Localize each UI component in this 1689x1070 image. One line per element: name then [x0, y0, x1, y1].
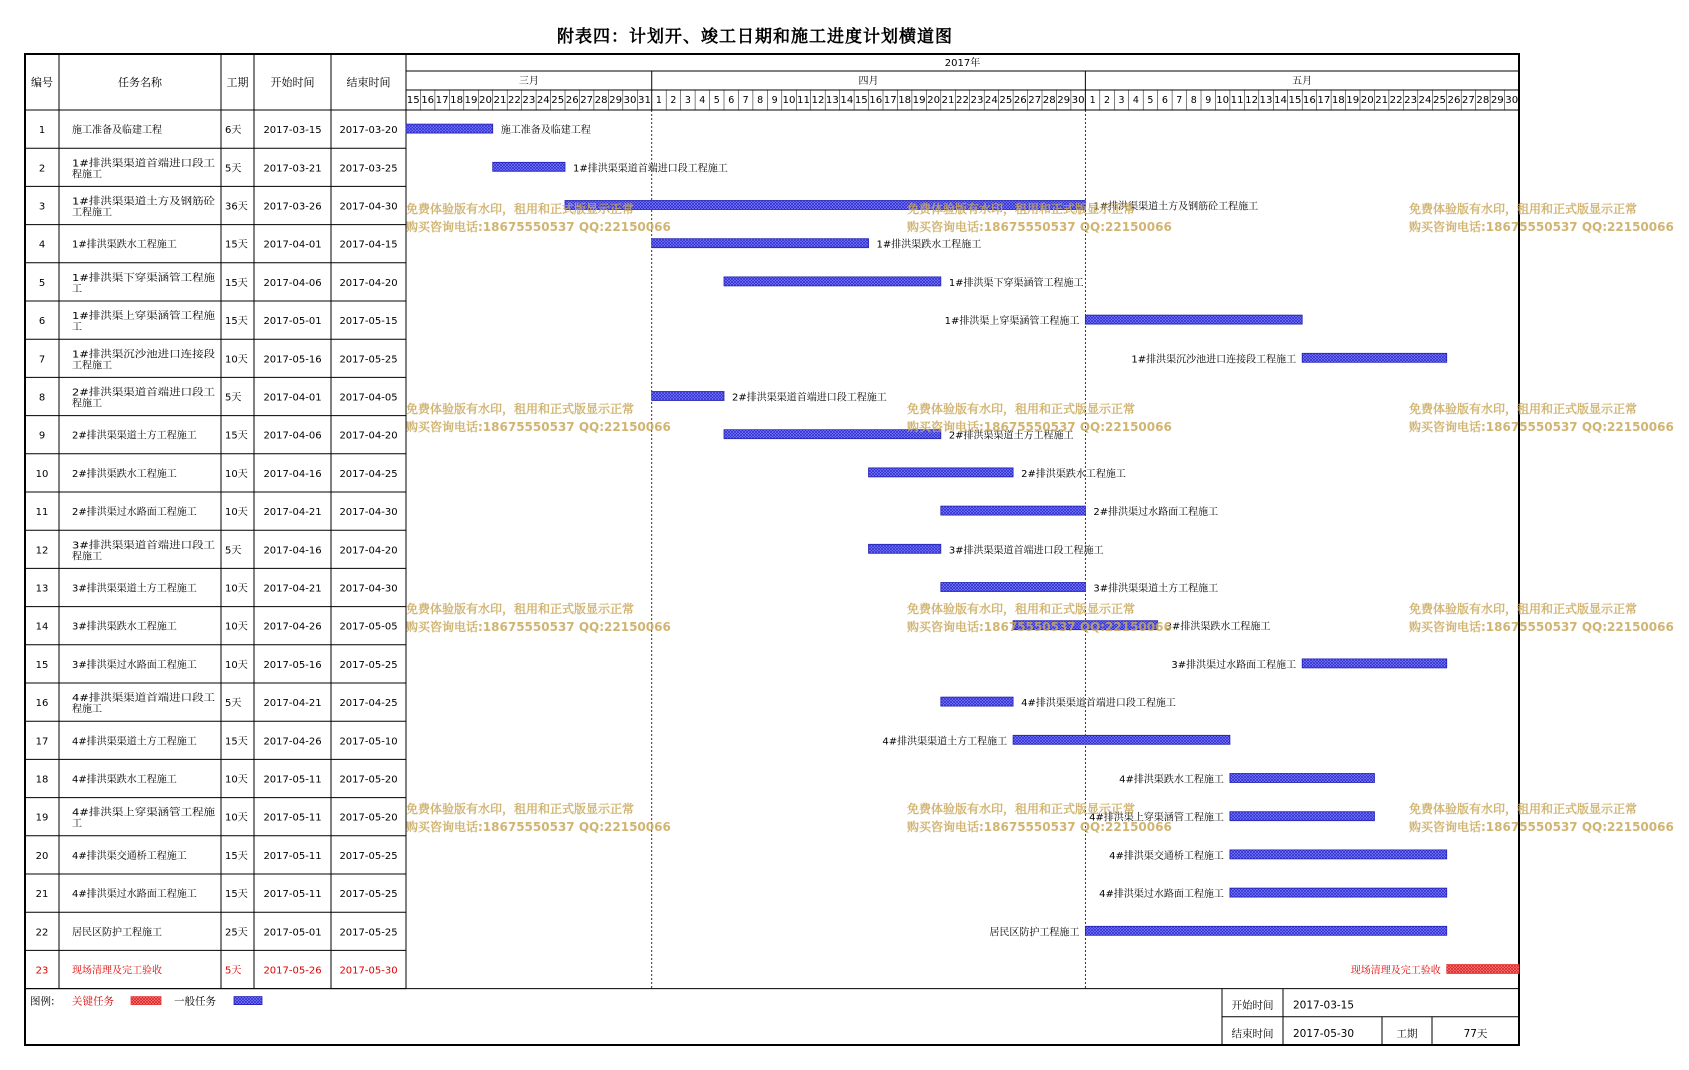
task-name: 现场清理及完工验收: [72, 965, 162, 977]
task-name: 2#排洪渠渠道土方工程施工: [72, 430, 197, 442]
task-name-cont: 工: [72, 283, 82, 295]
task-bar: [1085, 315, 1302, 324]
task-end: 2017-05-25: [339, 889, 398, 901]
legend-critical-label: 关键任务: [72, 995, 114, 1008]
task-name: 1#排洪渠渠道首端进口段工: [72, 158, 197, 170]
day-tick-label: 9: [771, 95, 778, 106]
task-bar: [1447, 965, 1519, 974]
task-name: 4#排洪渠跌水工程施工: [72, 774, 177, 786]
task-start: 2017-05-01: [263, 927, 322, 939]
day-tick-label: 29: [1057, 95, 1071, 106]
task-duration: 10天: [225, 812, 248, 824]
column-header-end: 结束时间: [346, 76, 391, 89]
task-id: 5: [38, 277, 46, 289]
task-end: 2017-04-20: [339, 277, 398, 289]
day-tick-label: 18: [1331, 95, 1345, 106]
task-bar: [406, 124, 493, 133]
task-id: 4: [38, 239, 46, 251]
day-tick-label: 21: [493, 95, 507, 106]
task-end: 2017-03-25: [339, 163, 398, 175]
month-label: 五月: [1292, 76, 1313, 87]
task-duration: 15天: [225, 889, 248, 901]
task-id: 1: [38, 125, 46, 137]
day-tick-label: 16: [869, 95, 883, 106]
summary-end-value: 2017-05-30: [1293, 1027, 1355, 1040]
day-tick-label: 14: [840, 95, 854, 106]
task-bar-label: 居民区防护工程施工: [989, 927, 1080, 939]
day-tick-label: 28: [1476, 95, 1490, 106]
task-start: 2017-04-16: [263, 468, 322, 480]
day-tick-label: 3: [1118, 95, 1125, 106]
task-id: 15: [35, 659, 49, 671]
task-name: 1#排洪渠下穿渠涵管工程施: [72, 272, 197, 284]
task-end: 2017-04-20: [339, 430, 398, 442]
task-start: 2017-04-26: [263, 736, 322, 748]
task-start: 2017-05-11: [263, 850, 322, 862]
task-bar-label: 2#排洪渠渠道土方工程施工: [948, 430, 1074, 442]
task-id: 10: [35, 468, 49, 480]
task-bar: [1230, 850, 1447, 859]
task-start: 2017-05-11: [263, 774, 322, 786]
day-tick-label: 14: [1274, 95, 1287, 106]
task-bar: [724, 430, 941, 439]
task-end: 2017-05-20: [339, 812, 398, 824]
task-bar: [1013, 735, 1230, 744]
column-header-duration: 工期: [226, 76, 249, 89]
task-bar: [565, 201, 1085, 210]
task-name-cont: 工: [72, 322, 82, 334]
task-start: 2017-03-21: [263, 163, 322, 175]
task-id: 13: [35, 583, 49, 595]
summary-duration-label: 工期: [1396, 1027, 1418, 1040]
task-id: 7: [38, 354, 46, 366]
watermark-text: 免费体验版有水印，租用和正式版显示正常 购买咨询电话:18675550537 QQ:22150066: [406, 202, 671, 234]
day-tick-label: 27: [1461, 95, 1475, 106]
task-end: 2017-04-05: [339, 392, 398, 404]
watermark-text: 免费体验版有水印，租用和正式版显示正常 购买咨询电话:18675550537 QQ:22150066: [907, 402, 1172, 434]
task-end: 2017-03-20: [339, 125, 398, 137]
task-bar: [1230, 812, 1375, 821]
task-name: 4#排洪渠上穿渠涵管工程施: [72, 807, 197, 819]
task-start: 2017-05-11: [263, 812, 322, 824]
day-tick-label: 5: [713, 95, 720, 106]
watermark-text: 免费体验版有水印，租用和正式版显示正常 购买咨询电话:18675550537 QQ:22150066: [1409, 802, 1674, 834]
day-tick-label: 12: [811, 95, 825, 106]
task-end: 2017-05-25: [339, 354, 398, 366]
task-id: 9: [38, 430, 46, 442]
task-id: 11: [35, 507, 49, 519]
task-start: 2017-04-01: [263, 239, 322, 251]
task-name-cont: 工程施工: [72, 207, 112, 219]
task-bar: [493, 162, 565, 171]
task-bar: [724, 277, 941, 286]
day-tick-label: 22: [507, 95, 521, 106]
day-tick-label: 15: [406, 95, 420, 106]
task-name: 3#排洪渠渠道首端进口段工: [72, 540, 197, 552]
task-id: 23: [35, 965, 49, 977]
column-header-start: 开始时间: [270, 76, 315, 89]
task-bar-label: 2#排洪渠渠道首端进口段工程施工: [732, 392, 887, 404]
watermark-text: 免费体验版有水印，租用和正式版显示正常 购买咨询电话:18675550537 QQ:22150066: [1409, 202, 1674, 234]
task-name: 4#排洪渠渠道土方工程施工: [72, 736, 197, 748]
day-tick-label: 21: [1375, 95, 1389, 106]
task-bar: [941, 697, 1013, 706]
day-tick-label: 2: [1104, 95, 1111, 106]
day-tick-label: 7: [742, 95, 749, 106]
task-name: 3#排洪渠渠道土方工程施工: [72, 583, 197, 595]
task-duration: 10天: [225, 659, 248, 671]
day-tick-label: 17: [883, 95, 897, 106]
task-name-cont: 工: [72, 818, 82, 830]
task-duration: 10天: [225, 774, 248, 786]
month-label: 四月: [858, 76, 879, 87]
task-bar: [1230, 888, 1447, 897]
task-bar: [1085, 926, 1446, 935]
task-duration: 10天: [225, 468, 248, 480]
task-bar-label: 3#排洪渠过水路面工程施工: [1171, 659, 1297, 671]
column-header-name: 任务名称: [118, 76, 162, 89]
day-tick-label: 29: [1490, 95, 1504, 106]
task-end: 2017-04-20: [339, 545, 398, 557]
task-id: 2: [38, 163, 46, 175]
task-bar: [1302, 659, 1447, 668]
task-id: 14: [35, 621, 49, 633]
summary-end-label: 结束时间: [1231, 1027, 1274, 1040]
watermark-text: 免费体验版有水印，租用和正式版显示正常 购买咨询电话:18675550537 QQ:22150066: [1409, 402, 1674, 434]
task-id: 12: [35, 545, 49, 557]
task-start: 2017-05-16: [263, 659, 322, 671]
task-start: 2017-04-26: [263, 621, 322, 633]
task-duration: 25天: [225, 927, 248, 939]
task-start: 2017-05-26: [263, 965, 322, 977]
task-duration: 15天: [225, 430, 248, 442]
day-tick-label: 10: [782, 95, 796, 106]
task-name: 1#排洪渠跌水工程施工: [72, 239, 177, 251]
task-bar-label: 4#排洪渠交通桥工程施工: [1109, 850, 1224, 862]
day-tick-label: 15: [1288, 95, 1302, 106]
task-bar-label: 4#排洪渠渠道土方工程施工: [882, 736, 1008, 748]
task-name: 2#排洪渠渠道首端进口段工: [72, 387, 197, 399]
task-id: 6: [38, 316, 46, 328]
task-end: 2017-05-25: [339, 927, 398, 939]
task-end: 2017-05-25: [339, 659, 398, 671]
task-bar: [941, 506, 1086, 515]
watermark-text: 免费体验版有水印，租用和正式版显示正常 购买咨询电话:18675550537 QQ:22150066: [406, 602, 671, 634]
task-bar-label: 2#排洪渠跌水工程施工: [1021, 468, 1126, 480]
day-tick-label: 17: [435, 95, 449, 106]
task-name: 2#排洪渠跌水工程施工: [72, 468, 177, 480]
day-tick-label: 8: [1190, 95, 1197, 106]
task-bar-label: 4#排洪渠渠道首端进口段工程施工: [1021, 698, 1176, 710]
summary-start-label: 开始时间: [1231, 999, 1274, 1012]
task-bar-label: 2#排洪渠过水路面工程施工: [1093, 507, 1219, 519]
task-duration: 15天: [225, 736, 248, 748]
task-name: 2#排洪渠过水路面工程施工: [72, 507, 197, 519]
task-name-cont: 程施工: [72, 398, 102, 410]
day-tick-label: 27: [1028, 95, 1042, 106]
task-bar: [1013, 621, 1158, 630]
task-start: 2017-04-16: [263, 545, 322, 557]
task-bar-label: 1#排洪渠渠道土方及钢筋砼工程施工: [1093, 201, 1259, 213]
day-tick-label: 30: [623, 95, 637, 106]
task-duration: 6天: [225, 125, 242, 137]
task-bar-label: 1#排洪渠沉沙池进口连接段工程施工: [1131, 354, 1297, 366]
summary-start-value: 2017-03-15: [1293, 999, 1355, 1012]
task-duration: 15天: [225, 316, 248, 328]
day-tick-label: 5: [1147, 95, 1154, 106]
day-tick-label: 25: [551, 95, 565, 106]
task-duration: 5天: [225, 545, 242, 557]
day-tick-label: 11: [797, 95, 810, 106]
day-tick-label: 12: [1245, 95, 1259, 106]
task-end: 2017-04-30: [339, 507, 398, 519]
day-tick-label: 26: [1447, 95, 1461, 106]
task-duration: 5天: [225, 965, 242, 977]
task-end: 2017-05-15: [339, 316, 398, 328]
day-tick-label: 18: [898, 95, 912, 106]
task-end: 2017-04-30: [339, 201, 398, 213]
task-duration: 5天: [225, 163, 242, 175]
task-duration: 10天: [225, 621, 248, 633]
task-duration: 15天: [225, 277, 248, 289]
task-start: 2017-04-06: [263, 430, 322, 442]
day-tick-label: 29: [609, 95, 623, 106]
month-label: 三月: [518, 76, 539, 87]
day-tick-label: 7: [1176, 95, 1183, 106]
task-name-cont: 工程施工: [72, 360, 112, 372]
task-end: 2017-05-30: [339, 965, 398, 977]
task-start: 2017-04-21: [263, 583, 322, 595]
day-tick-label: 19: [1346, 95, 1360, 106]
task-end: 2017-05-10: [339, 736, 398, 748]
day-tick-label: 30: [1071, 95, 1085, 106]
day-tick-label: 30: [1505, 95, 1519, 106]
task-bar-label: 3#排洪渠渠道土方工程施工: [1093, 583, 1219, 595]
day-tick-label: 28: [594, 95, 608, 106]
task-bar: [869, 544, 941, 553]
day-tick-label: 23: [1404, 95, 1418, 106]
task-duration: 15天: [225, 239, 248, 251]
task-bar-label: 1#排洪渠下穿渠涵管工程施工: [948, 277, 1084, 289]
task-start: 2017-05-11: [263, 889, 322, 901]
watermark-text: 免费体验版有水印，租用和正式版显示正常 购买咨询电话:18675550537 QQ:22150066: [907, 602, 1172, 634]
task-end: 2017-04-25: [339, 698, 398, 710]
task-name: 1#排洪渠沉沙池进口连接段: [72, 349, 197, 361]
page-title: 附表四：计划开、竣工日期和施工进度计划横道图: [557, 27, 953, 47]
day-tick-label: 16: [421, 95, 435, 106]
task-start: 2017-04-06: [263, 277, 322, 289]
day-tick-label: 19: [912, 95, 926, 106]
day-tick-label: 9: [1205, 95, 1212, 106]
day-tick-label: 20: [1360, 95, 1374, 106]
day-tick-label: 27: [580, 95, 594, 106]
task-bar-label: 1#排洪渠上穿渠涵管工程施工: [944, 316, 1080, 328]
task-name: 4#排洪渠过水路面工程施工: [72, 889, 197, 901]
day-tick-label: 1: [655, 95, 662, 106]
day-tick-label: 26: [565, 95, 579, 106]
task-name: 4#排洪渠交通桥工程施工: [72, 850, 187, 862]
task-end: 2017-04-25: [339, 468, 398, 480]
task-bar-label: 3#排洪渠渠道首端进口段工程施工: [948, 545, 1104, 557]
day-tick-label: 3: [684, 95, 691, 106]
watermark-text: 免费体验版有水印，租用和正式版显示正常 购买咨询电话:18675550537 QQ:22150066: [907, 802, 1172, 834]
day-tick-label: 19: [464, 95, 478, 106]
day-tick-label: 17: [1317, 95, 1331, 106]
day-tick-label: 23: [970, 95, 984, 106]
task-name: 4#排洪渠渠道首端进口段工: [72, 693, 197, 705]
task-duration: 5天: [225, 698, 242, 710]
task-bar-label: 1#排洪渠跌水工程施工: [876, 239, 982, 251]
task-bar: [652, 239, 869, 248]
day-tick-label: 21: [941, 95, 955, 106]
task-duration: 5天: [225, 392, 242, 404]
task-bar-label: 4#排洪渠跌水工程施工: [1119, 774, 1224, 786]
task-name: 施工准备及临建工程: [72, 125, 162, 137]
day-tick-label: 31: [638, 95, 651, 106]
day-tick-label: 20: [479, 95, 492, 106]
day-tick-label: 28: [1042, 95, 1056, 106]
day-tick-label: 22: [1389, 95, 1403, 106]
day-tick-label: 24: [984, 95, 998, 106]
legend-critical-swatch: [131, 997, 161, 1005]
task-duration: 15天: [225, 850, 248, 862]
day-tick-label: 8: [757, 95, 764, 106]
day-tick-label: 6: [728, 95, 735, 106]
task-id: 8: [38, 392, 46, 404]
task-id: 20: [35, 850, 49, 862]
task-bar: [1302, 353, 1447, 362]
column-header-id: 编号: [31, 76, 53, 89]
day-tick-label: 22: [956, 95, 969, 106]
task-name-cont: 程施工: [72, 551, 102, 563]
task-start: 2017-04-21: [263, 507, 322, 519]
task-bar-label: 现场清理及完工验收: [1350, 965, 1441, 977]
task-id: 21: [35, 889, 49, 901]
task-name: 1#排洪渠上穿渠涵管工程施: [72, 311, 197, 323]
day-tick-label: 16: [1302, 95, 1316, 106]
watermark-text: 免费体验版有水印，租用和正式版显示正常 购买咨询电话:18675550537 QQ:22150066: [406, 802, 671, 834]
day-tick-label: 2: [670, 95, 677, 106]
task-end: 2017-04-30: [339, 583, 398, 595]
task-id: 22: [35, 927, 49, 939]
day-tick-label: 4: [1132, 95, 1139, 106]
task-id: 3: [38, 201, 46, 213]
task-duration: 10天: [225, 354, 248, 366]
day-tick-label: 24: [1418, 95, 1432, 106]
day-tick-label: 23: [522, 95, 536, 106]
task-name: 居民区防护工程施工: [72, 927, 162, 939]
task-bar-label: 4#排洪渠过水路面工程施工: [1099, 889, 1224, 901]
task-id: 17: [35, 736, 49, 748]
watermark-text: 免费体验版有水印，租用和正式版显示正常 购买咨询电话:18675550537 QQ:22150066: [907, 202, 1172, 234]
task-start: 2017-04-21: [263, 698, 322, 710]
task-name-cont: 程施工: [72, 169, 102, 181]
task-bar: [941, 583, 1086, 592]
legend-normal-label: 一般任务: [174, 995, 216, 1008]
day-tick-label: 6: [1161, 95, 1168, 106]
task-bar-label: 4#排洪渠上穿渠涵管工程施工: [1089, 812, 1224, 824]
task-start: 2017-05-01: [263, 316, 322, 328]
year-label: 2017年: [944, 58, 981, 69]
task-start: 2017-03-26: [263, 201, 322, 213]
task-bar-label: 施工准备及临建工程: [500, 125, 591, 137]
task-name: 3#排洪渠跌水工程施工: [72, 621, 177, 633]
task-start: 2017-05-16: [263, 354, 322, 366]
task-name-cont: 程施工: [72, 704, 102, 716]
day-tick-label: 4: [699, 95, 706, 106]
task-bar-label: 1#排洪渠渠道首端进口段工程施工: [573, 163, 728, 175]
day-tick-label: 20: [927, 95, 941, 106]
task-end: 2017-05-05: [339, 621, 398, 633]
day-tick-label: 15: [854, 95, 868, 106]
task-id: 18: [35, 774, 49, 786]
day-tick-label: 13: [825, 95, 839, 106]
task-name: 1#排洪渠渠道土方及钢筋砼: [72, 196, 197, 208]
day-tick-label: 26: [1013, 95, 1027, 106]
task-duration: 10天: [225, 583, 248, 595]
task-duration: 10天: [225, 507, 248, 519]
task-name: 3#排洪渠过水路面工程施工: [72, 659, 197, 671]
task-bar: [869, 468, 1014, 477]
task-duration: 36天: [225, 201, 248, 213]
summary-duration-value: 77天: [1463, 1027, 1488, 1040]
day-tick-label: 11: [1230, 95, 1244, 106]
legend-normal-swatch: [234, 997, 262, 1005]
task-start: 2017-03-15: [263, 125, 322, 137]
legend-label: 图例:: [30, 995, 55, 1008]
task-id: 16: [35, 698, 49, 710]
day-tick-label: 10: [1216, 95, 1230, 106]
task-end: 2017-05-25: [339, 850, 398, 862]
day-tick-label: 25: [1433, 95, 1446, 106]
task-bar: [1230, 774, 1375, 783]
day-tick-label: 18: [450, 95, 464, 106]
watermark-text: 免费体验版有水印，租用和正式版显示正常 购买咨询电话:18675550537 QQ:22150066: [406, 402, 671, 434]
day-tick-label: 25: [999, 95, 1013, 106]
day-tick-label: 13: [1259, 95, 1273, 106]
task-bar: [652, 392, 724, 401]
day-tick-label: 24: [536, 95, 550, 106]
task-start: 2017-04-01: [263, 392, 322, 404]
day-tick-label: 1: [1089, 95, 1096, 106]
task-end: 2017-04-15: [339, 239, 398, 251]
task-end: 2017-05-20: [339, 774, 398, 786]
task-bar-label: 3#排洪渠跌水工程施工: [1165, 621, 1271, 633]
task-id: 19: [35, 812, 49, 824]
watermark-text: 免费体验版有水印，租用和正式版显示正常 购买咨询电话:18675550537 QQ:22150066: [1409, 602, 1674, 634]
